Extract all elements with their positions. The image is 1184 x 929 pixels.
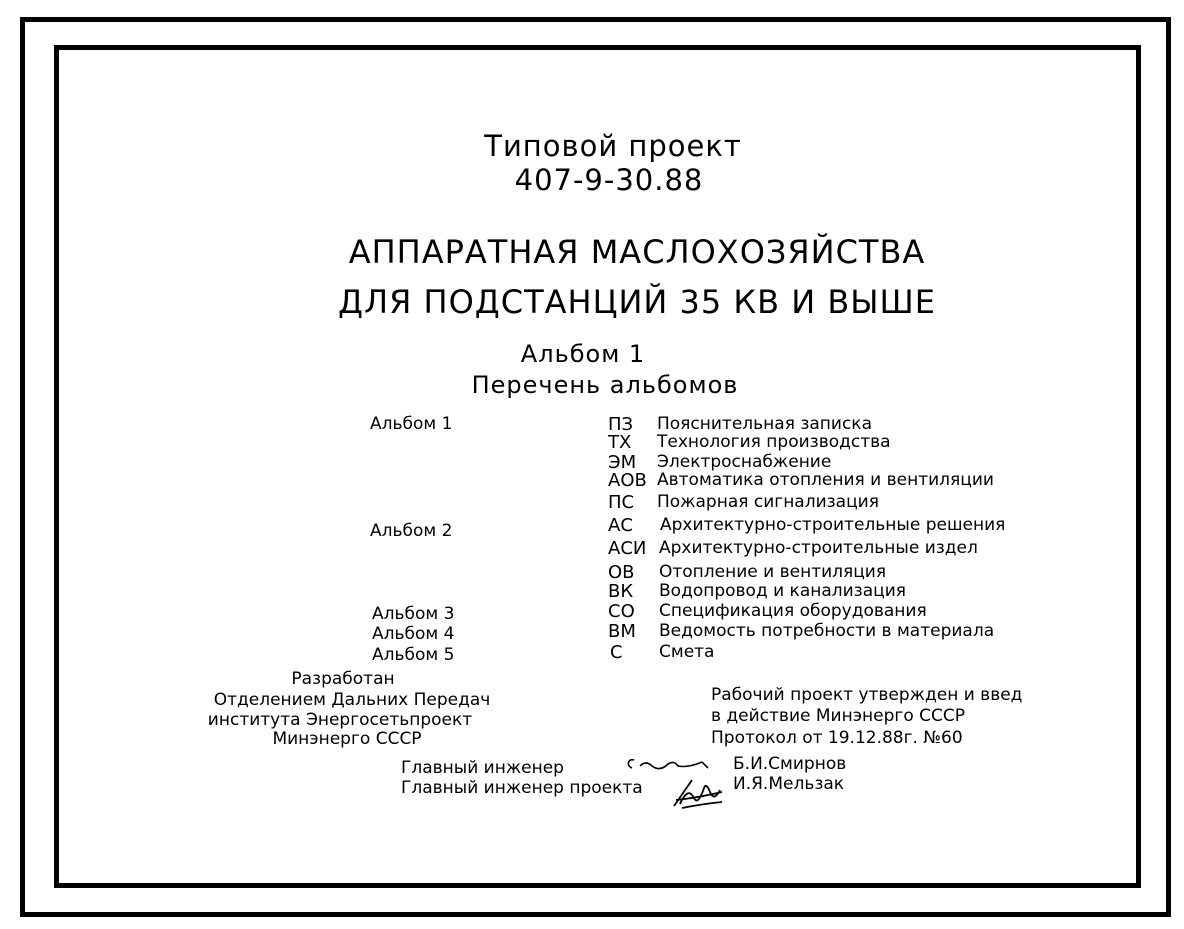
section-name: Смета: [659, 642, 715, 662]
signature-scribble-2: [670, 774, 736, 810]
section-name: Технология производства: [657, 432, 891, 452]
developer-label: Разработан: [291, 669, 395, 689]
section-code: С: [610, 642, 623, 663]
section-name: Водопровод и канализация: [659, 581, 906, 601]
album-group-4: Альбом 4: [372, 624, 455, 644]
section-code: АОВ: [608, 470, 647, 491]
section-code: ВК: [608, 581, 634, 602]
section-name: Электроснабжение: [657, 452, 832, 472]
title-line-1: АППАРАТНАЯ МАСЛОХОЗЯЙСТВА: [348, 233, 926, 271]
project-number: 407-9-30.88: [514, 163, 704, 197]
section-name: Пожарная сигнализация: [657, 492, 879, 512]
signature-name-chief-engineer: Б.И.Смирнов: [733, 754, 847, 774]
section-code: ПЗ: [608, 414, 634, 435]
section-code: СО: [608, 601, 635, 622]
album-list-heading: Перечень альбомов: [471, 371, 739, 399]
section-name: Архитектурно-строительные издел: [659, 538, 978, 558]
section-code: ПС: [608, 492, 635, 513]
album-label: Альбом 1: [520, 340, 646, 368]
developer-line-3: Минэнерго СССР: [272, 729, 422, 749]
album-group-3: Альбом 3: [372, 604, 455, 624]
developer-line-1: Отделением Дальних Передач: [213, 690, 491, 710]
section-code: ВМ: [608, 621, 636, 642]
section-name: Спецификация оборудования: [659, 601, 927, 621]
album-group-2: Альбом 2: [370, 521, 453, 541]
approval-line-2: в действие Минэнерго СССР: [711, 706, 965, 726]
signature-name-chief-project-engineer: И.Я.Мельзак: [733, 774, 845, 794]
signature-role-chief-engineer: Главный инженер: [401, 758, 564, 778]
developer-line-2: института Энергосетьпроект: [207, 710, 473, 730]
section-code: АСИ: [608, 538, 647, 559]
section-code: АС: [608, 515, 633, 536]
section-name: Отопление и вентиляция: [659, 562, 887, 582]
album-group-1: Альбом 1: [370, 414, 453, 434]
section-name: Автоматика отопления и вентиляции: [657, 470, 994, 490]
section-code: ТХ: [608, 432, 632, 453]
album-group-5: Альбом 5: [372, 645, 455, 665]
section-code: ОВ: [608, 562, 635, 583]
approval-protocol: Протокол от 19.12.88г. №60: [711, 728, 963, 748]
signature-role-chief-project-engineer: Главный инженер проекта: [401, 778, 643, 798]
section-name: Архитектурно-строительные решения: [660, 515, 1006, 535]
title-line-2: ДЛЯ ПОДСТАНЦИЙ 35 КВ И ВЫШЕ: [338, 283, 936, 321]
approval-line-1: Рабочий проект утвержден и введ: [711, 685, 1023, 705]
project-type: Типовой проект: [484, 129, 742, 163]
section-code: ЭМ: [608, 452, 637, 473]
section-name: Пояснительная записка: [657, 414, 872, 434]
section-name: Ведомость потребности в материала: [659, 621, 995, 641]
